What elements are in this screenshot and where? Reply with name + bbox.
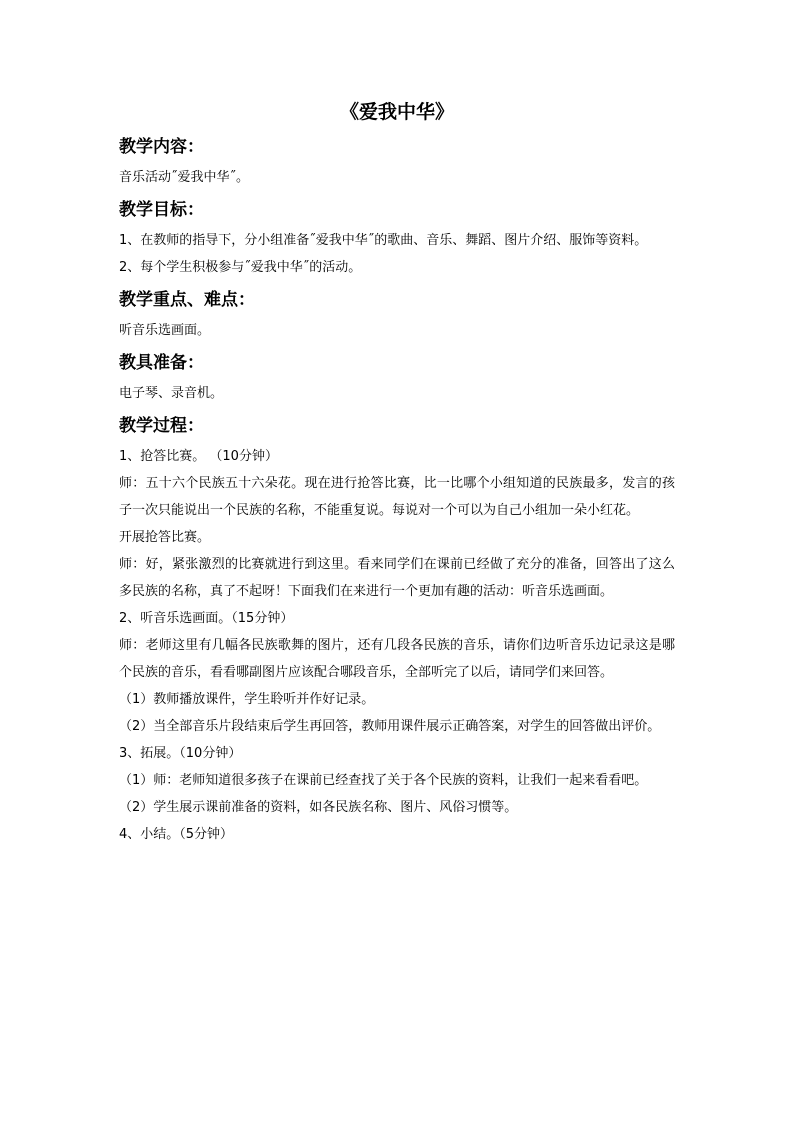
process-para-3: 开展抢答比赛。 <box>119 530 211 545</box>
process-para-1: 1、抢答比赛。 （10分钟） <box>119 449 278 464</box>
process-para-12: 4、小结。（5分钟） <box>119 827 234 842</box>
heading-focus: 教学重点、难点： <box>119 290 255 310</box>
process-para-5: 2、听音乐选画面。（15分钟） <box>119 611 294 626</box>
process-para-9: 3、拓展。（10分钟） <box>119 746 242 761</box>
process-para-2: 师：五十六个民族五十六朵花。现在进行抢答比赛，比一比哪个小组知道的民族最多，发言的孩子一次只能说出一个民族的名称，不能重复说。每说对一个可以为自己小组加一朵小红花。 <box>119 476 675 518</box>
process-para-8: （2）当全部音乐片段结束后学生再回答，教师用课件展示正确答案，对学生的回答做出评价。 <box>119 719 661 734</box>
process-para-7: （1）教师播放课件，学生聆听并作好记录。 <box>119 692 375 707</box>
heading-content: 教学内容： <box>119 137 204 157</box>
process-para-4: 师：好，紧张激烈的比赛就进行到这里。看来同学们在课前已经做了充分的准备，回答出了这么多民族的名称，真了不起呀！下面我们在来进行一个更加有趣的活动：听音乐选画面。 <box>119 557 675 599</box>
goals-para-1: 1、在教师的指导下，分小组准备˝爱我中华˝的歌曲、音乐、舞蹈、图片介绍、服饰等资料。 <box>119 233 648 248</box>
heading-tools: 教具准备： <box>119 353 204 373</box>
process-para-11: （2）学生展示课前准备的资料，如各民族名称、图片、风俗习惯等。 <box>119 800 518 815</box>
process-para-6: 师：老师这里有几幅各民族歌舞的图片，还有几段各民族的音乐，请你们边听音乐边记录这是哪个民族的音乐，看看哪副图片应该配合哪段音乐，全部听完了以后，请同学们来回答。 <box>119 638 675 680</box>
heading-process: 教学过程： <box>119 416 204 436</box>
content-para-1: 音乐活动˝爱我中华˝。 <box>119 170 250 185</box>
tools-para-1: 电子琴、录音机。 <box>119 386 224 401</box>
focus-para-1: 听音乐选画面。 <box>119 323 211 338</box>
document-title: 《爱我中华》 <box>339 101 454 123</box>
heading-goals: 教学目标： <box>119 200 204 220</box>
process-para-10: （1）师：老师知道很多孩子在课前已经查找了关于各个民族的资料，让我们一起来看看吧。 <box>119 773 648 788</box>
document-page <box>119 98 675 848</box>
goals-para-2: 2、每个学生积极参与˝爱我中华˝的活动。 <box>119 260 362 275</box>
